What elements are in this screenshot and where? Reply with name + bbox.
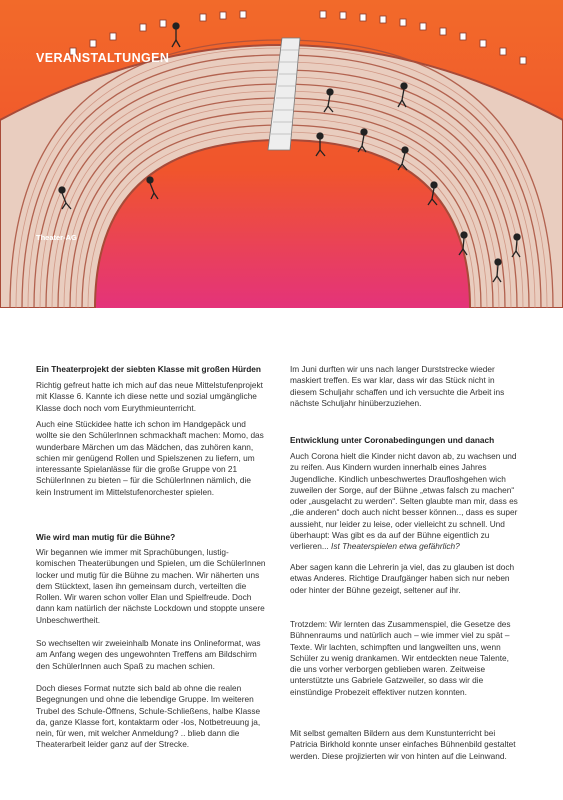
heading-mutig: Wie wird man mutig für die Bühne? [36, 532, 176, 542]
paragraph: So wechselten wir zweieinhalb Monate ins Onlineformat, was am Anfang wegen des ungewohnten Treffens am Bildschirm den SchülerInnen auch Spaß zu machen schien. [36, 638, 261, 671]
paragraph: Im Juni durften wir uns nach langer Durststrecke wieder maskiert treffen. Es war klar, dass wir das Stück nicht in diesem Schuljahr schaffen und ich versuchte die Arbeit ins nächste Schuljahr hinüberzuziehen. [290, 364, 505, 408]
paragraph: Trotzdem: Wir lernten das Zusammenspiel, die Gesetze des Bühnenraums und natürlich auch – wie immer viel zu spät – Texte. Wir lachten, schimpften und langweilten uns, wenn Schüler zu wenig drankamen. Wir entdeckten neue Talente, die uns vorher verborgen geblieben waren. Zeitweise unterstützte uns Gabriele Gatzweiler, so dass wir die einstündige Probezeit effektiver nutzen konnten. [290, 619, 511, 697]
paragraph: Richtig gefreut hatte ich mich auf das neue Mittelstufenprojekt mit Klasse 6. Kannte ich diese nette und sozial umgängliche Klasse doch noch vom Eurythmieunterricht. [36, 380, 263, 413]
paragraph-text: Auch Corona hielt die Kinder nicht davon ab, zu wachsen und zu reifen. Aus Kindern wurden innerhalb eines Jahres Jugendliche. Kindlich unbeschwertes Draufloshgehen wich zuweilen der Sorge, auf der Bühne „etwas falsch zu machen“ oder „ausgelacht zu werden“. Selten glaubte man mir, dass es „die anderen“ doch auch nicht besser können.., dass es super aussieht, nur leider zu leise, oder vielleicht zu schnell. Und überhaupt: Was gibt es da auf der Bühne eigentlich zu verlieren... [290, 451, 518, 552]
paragraph [290, 451, 520, 553]
paragraph: Wir begannen wie immer mit Sprachübungen, lustig-komischen Theaterübungen und Spielen, um die SchülerInnen locker und mutig für die Bühne zu machen. Wir näherten uns dem Stücktext, lasen ihn gemeinsam durch, verteilten die Rollen. Wir waren schon voller Elan und Spielfreude. Doch dann kam natürlich der nächste Lockdown und stoppte unsere Unbeschwertheit. [36, 547, 266, 625]
hero-image [0, 0, 563, 308]
heading-entwicklung: Entwicklung unter Coronabedingungen und danach [290, 435, 495, 445]
paragraph: Aber sagen kann die Lehrerin ja viel, das zu glauben ist doch etwas Anderes. Richtige Draufgänger haben sich nur neben oder hinter der Bühne gezeigt, seltener auf ihr. [290, 562, 515, 595]
paragraph-italic: Ist Theaterspielen etwa gefährlich? [331, 541, 460, 552]
heading-theaterprojekt: Ein Theaterprojekt der siebten Klasse mit großen Hürden [36, 364, 261, 374]
paragraph: Mit selbst gemalten Bildern aus dem Kunstunterricht bei Patricia Birkhold konnte unser einfaches Bühnenbild gestaltet werden. Diese projizierten wir von hinten auf die Leinwand. [290, 728, 516, 761]
section-title: VERANSTALTUNGEN [36, 51, 170, 65]
image-caption: Theater-AG [36, 233, 77, 242]
arch-painting [0, 0, 563, 308]
paragraph: Doch dieses Format nutzte sich bald ab ohne die realen Begegnungen und ohne die lebendige Gruppe. Im weiteren Trubel des Schule-Öffnens, Schule-Schließens, halbe Klasse da, ganze Klasse fort, kontaktarm oder -los, Notbetreuung ja, nein, für wen, mit welcher Anmeldung? .. blieb dann die Theaterarbeit leider ganz auf der Strecke. [36, 683, 261, 750]
paragraph: Auch eine Stückidee hatte ich schon im Handgepäck und wollte sie den SchülerInnen schmackhaft machen: Momo, das wunderbare Märchen um das Mädchen, das zuhören kann, schien mir genügend Rollen und Spielszenen zu liefern, um interessante Spielanlässe für die große Gruppe von 21 SchülerInnen zu bieten – für die SchülerInnen nämlich, die kein Instrument im Mittelstufenorchester spielen. [36, 419, 264, 497]
